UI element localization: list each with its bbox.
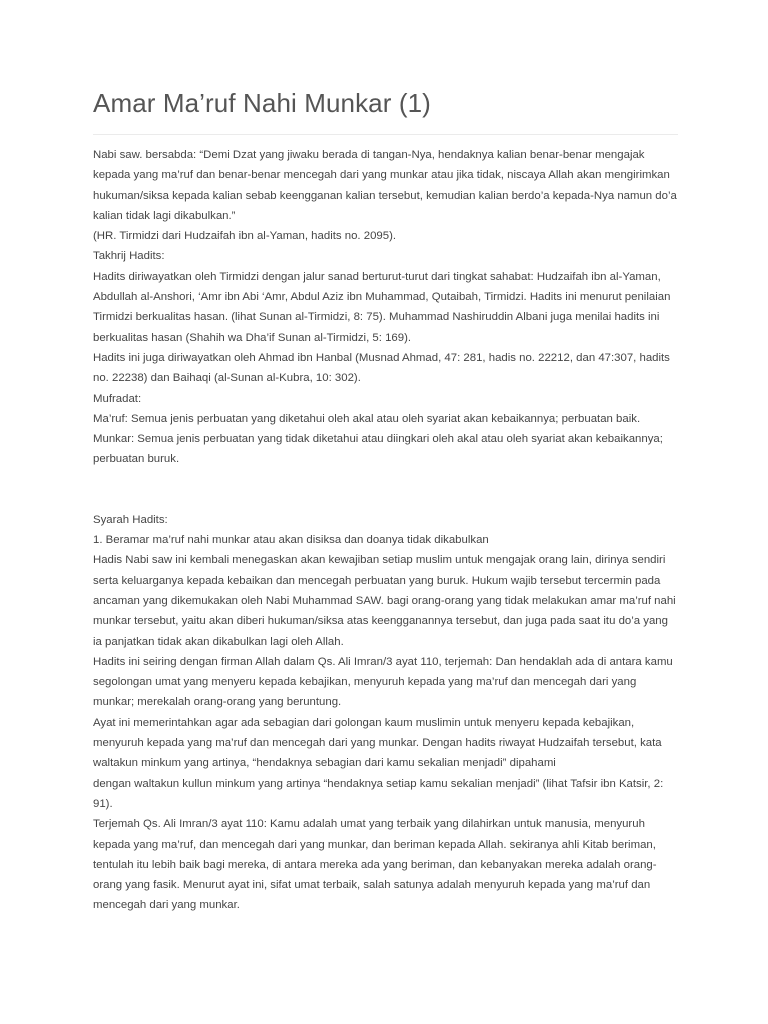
syarah-paragraph-3: Ayat ini memerintahkan agar ada sebagian dari golongan kaum muslimin untuk menyeru kepada kebajikan, menyuruh kepada yang ma’ruf dan mencegah dari yang munkar. Dengan hadits riwayat Hudzaifah tersebut, kata waltakun minkum yang artinya, “hendaknya sebagian dari kamu sekalian menjadi” dipahami [93, 716, 662, 770]
syarah-paragraph-1: Hadis Nabi saw ini kembali menegaskan akan kewajiban setiap muslim untuk mengajak orang lain, dirinya sendiri serta keluarganya kepada kebaikan dan mencegah perbuatan yang buruk. Hukum wajib tersebut tercermin pada ancaman yang dikemukakan oleh Nabi Muhammad SAW. bagi orang-orang yang tidak melakukan amar ma’ruf nahi munkar tersebut, yaitu akan diberi hukuman/siksa atas keengganannya tersebut, dan juga pada saat itu do’a yang ia panjatkan tidak akan dikabulkan lagi oleh Allah. [93, 554, 676, 648]
syarah-section [93, 510, 678, 916]
mufradat-heading: Mufradat: [93, 392, 142, 405]
page-title: Amar Ma’ruf Nahi Munkar (1) [93, 88, 431, 118]
syarah-paragraph-2: Hadits ini seiring dengan firman Allah dalam Qs. Ali Imran/3 ayat 110, terjemah: Dan hendaklah ada di antara kamu segolongan umat yang menyeru kepada kebajikan, menyuruh kepada yang ma’ruf dan mencegah dari yang munkar; merekalah orang-orang yang beruntung. [93, 655, 673, 709]
document-page [93, 86, 678, 916]
syarah-point-1: 1. Beramar ma’ruf nahi munkar atau akan disiksa dan doanya tidak dikabulkan [93, 534, 489, 547]
maruf-definition: Ma’ruf: Semua jenis perbuatan yang diketahui oleh akal atau oleh syariat akan kebaikannya; perbuatan baik. [93, 412, 641, 425]
munkar-definition: Munkar: Semua jenis perbuatan yang tidak diketahui atau diingkari oleh akal atau oleh syariat akan kebaikannya; perbuatan buruk. [93, 433, 663, 466]
hadith-section [93, 145, 678, 470]
takhrij-paragraph: Hadits diriwayatkan oleh Tirmidzi dengan jalur sanad berturut-turut dari tingkat sahabat: Hudzaifah ibn al-Yaman, Abdullah al-Anshori, ‘Amr ibn Abi ‘Amr, Abdul Aziz ibn Muhammad, Qutaibah, Tirmidzi. Hadits ini menurut penilaian Tirmidzi berkualitas hasan. (lihat Sunan al-Tirmidzi, 8: 75). Muhammad Nashiruddin Albani juga menilai hadits ini berkualitas hasan (Shahih wa Dha’if Sunan al-Tirmidzi, 5: 169). [93, 270, 671, 344]
title-divider [93, 134, 678, 135]
syarah-paragraph-5: Terjemah Qs. Ali Imran/3 ayat 110: Kamu adalah umat yang terbaik yang dilahirkan untuk manusia, menyuruh kepada yang ma’ruf, dan mencegah dari yang munkar, dan beriman kepada Allah. sekiranya ahli Kitab beriman, tentulah itu lebih baik bagi mereka, di antara mereka ada yang beriman, dan kebanyakan mereka adalah orang-orang yang fasik. Menurut ayat ini, sifat umat terbaik, salah satunya adalah menyuruh kepada yang ma’ruf dan mencegah dari yang munkar. [93, 818, 657, 912]
hadith-quote: Nabi saw. bersabda: “Demi Dzat yang jiwaku berada di tangan-Nya, hendaknya kalian benar-benar mengajak kepada yang ma’ruf dan benar-benar mencegah dari yang munkar atau jika tidak, niscaya Allah akan mengirimkan hukuman/siksa kepada kalian sebab keengganan kalian tersebut, kemudian kalian berdo’a kepada-Nya namun do’a kalian tidak lagi dikabulkan.” [93, 149, 677, 222]
section-gap [93, 470, 678, 510]
takhrij-heading: Takhrij Hadits: [93, 250, 165, 263]
other-narrations-paragraph: Hadits ini juga diriwayatkan oleh Ahmad ibn Hanbal (Musnad Ahmad, 47: 281, hadis no. 22212, dan 47:307, hadits no. 22238) dan Baihaqi (al-Sunan al-Kubra, 10: 302). [93, 351, 670, 385]
syarah-heading: Syarah Hadits: [93, 513, 168, 526]
syarah-paragraph-4: dengan waltakun kullun minkum yang artinya “hendaknya setiap kamu sekalian menjadi” (lihat Tafsir ibn Katsir, 2: 91). [93, 777, 664, 810]
hadith-source: (HR. Tirmidzi dari Hudzaifah ibn al-Yaman, hadits no. 2095). [93, 230, 397, 243]
